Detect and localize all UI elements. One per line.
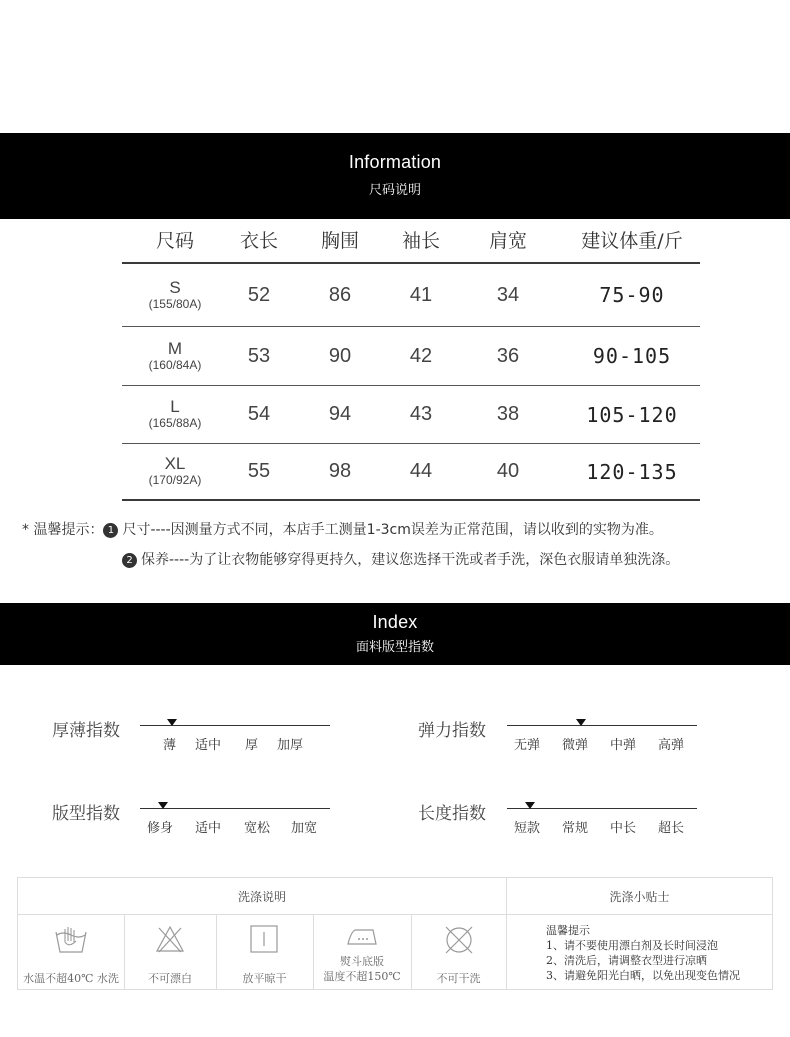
- length-value: 52: [247, 283, 271, 306]
- sleeve-value: 41: [409, 283, 433, 306]
- index-marker-icon: [167, 719, 177, 726]
- sleeve-value: 42: [409, 344, 433, 367]
- index-label: 版型指数: [52, 804, 120, 824]
- weight-value: 105-120: [586, 402, 678, 427]
- length-value: 55: [247, 460, 271, 482]
- size-table: [122, 222, 700, 501]
- index-option: 宽松: [244, 821, 271, 836]
- care-caption: 放平晾干: [242, 972, 287, 985]
- weight-value: 75-90: [599, 283, 665, 307]
- note-text: 保养----为了让衣物能够穿得更持久，建议您选择干洗或者手洗，深色衣服请单独洗涤。: [141, 552, 680, 568]
- hand-wash-icon: [54, 924, 88, 954]
- shoulder-value: 40: [496, 460, 520, 482]
- care-table: [17, 877, 773, 990]
- tip-item: 2、清洗后，请调整衣型进行凉晒: [546, 954, 707, 967]
- tip-item: 3、请避免阳光白晒，以免出现变色情况: [546, 969, 740, 982]
- information-subtitle: 尺码说明: [368, 183, 421, 198]
- tip-item: 1、请不要使用漂白剂及长时间浸泡: [546, 939, 718, 952]
- index-option: 适中: [195, 738, 222, 753]
- chest-value: 98: [328, 460, 352, 482]
- index-label: 弹力指数: [418, 721, 486, 741]
- size-spec: (160/84A): [148, 357, 202, 372]
- index-option: 适中: [195, 821, 222, 836]
- care-caption: 不可干洗: [436, 972, 481, 985]
- index-marker-icon: [525, 802, 535, 809]
- chest-value: 90: [328, 344, 352, 367]
- size-name: M: [167, 338, 183, 358]
- length-value: 54: [247, 403, 271, 425]
- care-caption: 温度不超150℃: [323, 970, 401, 983]
- table-row: [122, 264, 700, 327]
- index-option: 高弹: [658, 738, 685, 753]
- care-symbol-no-dry-clean: [411, 915, 506, 990]
- index-option: 短款: [514, 821, 541, 836]
- header-shoulder: 肩宽: [488, 229, 527, 252]
- fit-index: [52, 799, 352, 839]
- header-size: 尺码: [155, 229, 194, 252]
- sleeve-value: 43: [409, 403, 433, 425]
- index-option: 无弹: [514, 738, 541, 753]
- header-chest: 胸围: [320, 229, 359, 252]
- tips-title: 温馨提示: [546, 924, 590, 937]
- care-caption: 不可漂白: [148, 972, 192, 985]
- note-line-2: [122, 549, 679, 569]
- size-name: XL: [164, 454, 186, 473]
- note-text: 尺寸----因测量方式不同，本店手工测量1-3cm误差为正常范围，请以收到的实物为准。: [122, 522, 663, 538]
- index-scale-line: [140, 808, 330, 809]
- index-subtitle: 面料版型指数: [355, 640, 434, 655]
- index-option: 微弹: [562, 738, 589, 753]
- size-spec: (170/92A): [148, 473, 202, 487]
- header-weight: 建议体重/斤: [581, 229, 683, 252]
- wash-instructions-header: 洗涤说明: [18, 878, 506, 915]
- elasticity-index: [418, 716, 718, 756]
- care-caption: 水温不超40℃ 水洗: [23, 972, 119, 985]
- care-symbol-iron: [313, 915, 411, 990]
- no-dry-clean-icon: [443, 924, 475, 956]
- index-option: 中长: [610, 821, 637, 836]
- index-option: 修身: [147, 821, 174, 836]
- index-banner: [0, 603, 790, 665]
- index-scale-line: [507, 808, 697, 809]
- size-cell: [122, 327, 228, 385]
- index-option: 加宽: [291, 821, 318, 836]
- index-option: 超长: [658, 821, 685, 836]
- sleeve-value: 44: [409, 460, 433, 482]
- shoulder-value: 38: [496, 403, 520, 425]
- index-label: 厚薄指数: [52, 721, 120, 741]
- size-spec: (165/88A): [148, 416, 202, 430]
- index-option: 加厚: [277, 738, 304, 753]
- wash-tips-list: [546, 923, 740, 983]
- header-sleeve: 袖长: [401, 229, 440, 252]
- size-name: S: [169, 277, 181, 297]
- table-row: [122, 327, 700, 386]
- length-value: 53: [247, 344, 271, 367]
- index-marker-icon: [158, 802, 168, 809]
- care-symbol-no-bleach: [124, 915, 216, 990]
- information-banner: [0, 133, 790, 219]
- index-marker-icon: [576, 719, 586, 726]
- table-row: [122, 386, 700, 444]
- index-scale-line: [507, 725, 697, 726]
- weight-value: 90-105: [592, 344, 672, 368]
- dry-flat-icon: [249, 924, 279, 954]
- index-option: 薄: [163, 738, 177, 753]
- size-name: L: [170, 397, 180, 416]
- care-symbol-dry-flat: [216, 915, 313, 990]
- index-option: 常规: [562, 821, 589, 836]
- iron-icon: [345, 924, 379, 948]
- index-option: 厚: [245, 738, 259, 753]
- size-table-header: [122, 222, 700, 264]
- note-line-1: [22, 519, 663, 539]
- weight-value: 120-135: [586, 459, 678, 484]
- note-number-badge: 1: [103, 523, 118, 538]
- chest-value: 94: [328, 403, 352, 425]
- length-index: [418, 799, 718, 839]
- information-title: Information: [348, 152, 442, 172]
- wash-tips-header: 洗涤小贴士: [506, 878, 772, 915]
- notes-prefix: * 温馨提示：: [22, 522, 104, 538]
- shoulder-value: 36: [496, 344, 520, 367]
- size-cell: [122, 386, 228, 443]
- care-symbol-hand-wash: [18, 915, 124, 990]
- size-cell: [122, 444, 228, 499]
- care-divider: [506, 915, 507, 989]
- chest-value: 86: [328, 283, 352, 306]
- size-cell: [122, 264, 228, 326]
- table-row: [122, 444, 700, 501]
- index-option: 中弹: [610, 738, 637, 753]
- shoulder-value: 34: [496, 283, 520, 306]
- note-number-badge: 2: [122, 553, 137, 568]
- header-length: 衣长: [239, 229, 278, 252]
- care-caption: 熨斗底版: [340, 955, 384, 968]
- index-label: 长度指数: [418, 804, 486, 824]
- index-title: Index: [372, 612, 418, 632]
- thickness-index: [52, 716, 352, 756]
- size-spec: (155/80A): [148, 296, 202, 311]
- no-bleach-icon: [155, 924, 185, 954]
